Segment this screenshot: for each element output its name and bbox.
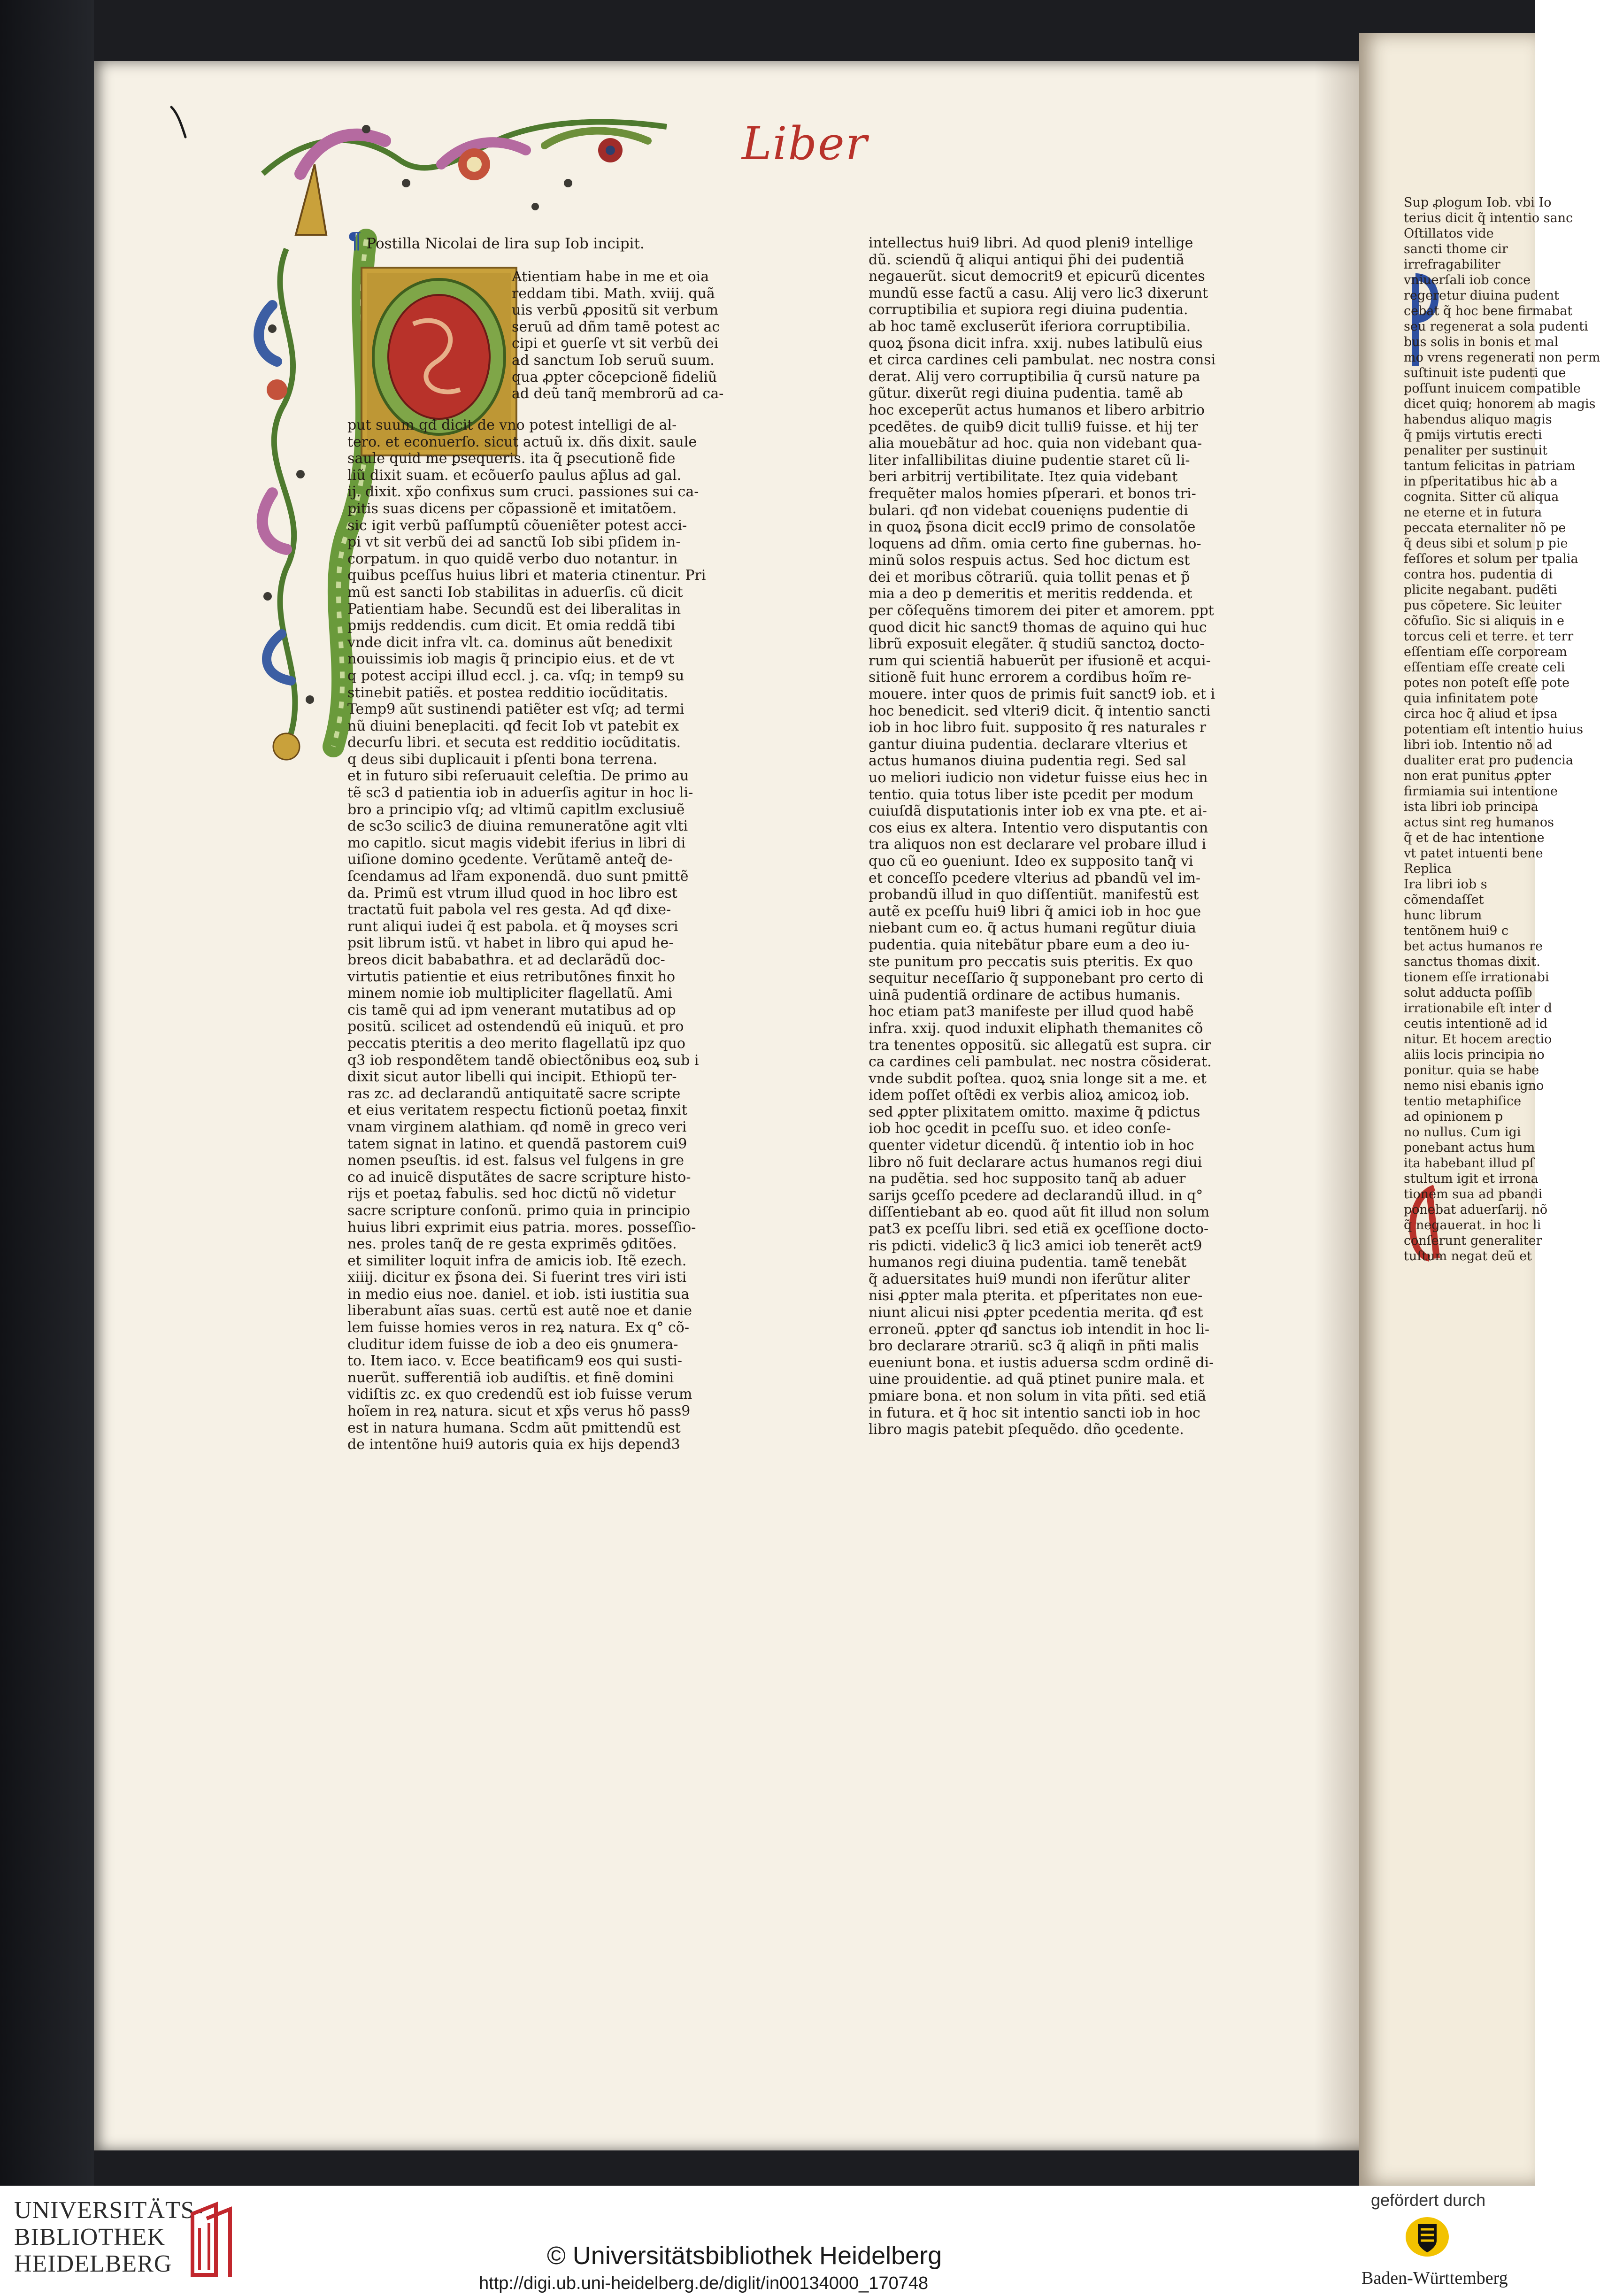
- text-line: sitionẽ fuit hunc errorem a cordibus hoĩm re-: [869, 669, 1192, 686]
- text-line: in medio eius noe. daniel. et iob. isti iustitia sua: [347, 1286, 690, 1302]
- text-line: tẽ sc3 d patientia iob in aduerſis agitur in hoc li-: [347, 785, 693, 801]
- text-line: intellectus hui9 libri. Ad quod pleni9 intellige: [869, 235, 1193, 251]
- text-line: tatem signat in latino. et quendã pastorem cui9: [347, 1135, 687, 1152]
- text-column-1: [347, 417, 775, 1453]
- text-line: quia infinitatem pote: [1404, 691, 1538, 706]
- text-line: sancti thome cir: [1404, 242, 1508, 256]
- text-line: uinã pudentiã ordinare de actibus humanis.: [869, 986, 1181, 1003]
- text-line: librũ exposuit elegãter. q̃ studiũ sanctoꝝ docto-: [869, 636, 1205, 653]
- text-line: sacre scripture conſonũ. primo quia in principio: [347, 1202, 691, 1219]
- text-line: tractatũ fuit pabola vel res gesta. Ad qđ dixe-: [347, 901, 671, 918]
- text-line: corruptibilia et supiora regi diuina pudentia.: [869, 301, 1188, 318]
- text-line: pat3 ex pceſſu libri. sed etiã ex ꝯceſſione docto-: [869, 1221, 1209, 1238]
- column1-indented-block: [512, 269, 775, 402]
- text-line: cognita. Sitter cũ aliqua: [1404, 490, 1559, 504]
- text-line: dũ. sciendũ q̃ aliqui antiqui p̃hi dei pudentiã: [869, 251, 1185, 268]
- text-line: alia mouebãtur ad hoc. quia non videbant qua-: [869, 435, 1202, 452]
- text-line: ista libri iob principa: [1404, 800, 1538, 814]
- text-line: in futura. et q̃ hoc sit intentio sancti iob in hoc: [869, 1404, 1200, 1421]
- text-line: idem poſſet oſtẽdi ex verbis alioꝝ amicoꝝ iob.: [869, 1087, 1190, 1104]
- text-line: bro a principio vſq; ad vltimũ capitlm exclusiuẽ: [347, 801, 685, 818]
- text-line: no nullus. Cum igi: [1404, 1125, 1521, 1140]
- text-line: mo capitlo. sicut magis videbit iferius in libri di: [347, 834, 686, 851]
- text-line: peccatis pteritis a deo merito flagellatũ ipz quo: [347, 1035, 685, 1052]
- text-line: hunc librum: [1404, 908, 1482, 923]
- text-line: eſſentiam eſſe corpoream: [1404, 645, 1568, 659]
- text-line: cipi et ꝯuerſe vt sit verbũ dei: [512, 335, 719, 352]
- text-line: libro magis patebit pſequẽdo. dño ꝯcedente.: [869, 1421, 1184, 1438]
- text-line: hoc etiam pat3 manifeste per illud quod habẽ: [869, 1003, 1194, 1020]
- text-line: eueniunt bona. et iustis aduersa scdm ordinẽ di-: [869, 1354, 1214, 1371]
- text-line: vnde dicit infra vlt. ca. dominus aũt benedixit: [347, 634, 672, 651]
- text-line: et eius veritatem respectu fictionũ poetaꝝ finxit: [347, 1102, 687, 1119]
- text-line: bet actus humanos re: [1404, 939, 1543, 954]
- text-line: stinebit patiẽs. et postea redditio iocũditatis.: [347, 684, 669, 701]
- text-line: sanctus thomas dixit.: [1404, 955, 1540, 969]
- text-line: ponebat aduerſarij. nõ: [1404, 1202, 1548, 1217]
- text-line: penaliter per sustinuit: [1404, 443, 1547, 458]
- text-line: ad opinionem p: [1404, 1109, 1503, 1124]
- running-head: Liber: [742, 117, 868, 170]
- text-line: vniuerſali iob conce: [1404, 273, 1531, 287]
- text-line: quo cũ eo ꝯueniunt. Ideo ex supposito tanq̃ vi: [869, 853, 1193, 870]
- column1-heading: [347, 228, 645, 254]
- text-line: ab hoc tamẽ excluserũt iferiora corruptibilia.: [869, 318, 1191, 335]
- text-line: pus cõpetere. Sic leuiter: [1404, 598, 1562, 613]
- text-line: q̃ deus sibi et solum p pie: [1404, 536, 1568, 551]
- text-line: tero. et econuerſo. sicut actuũ ix. dñs dixit. saule: [347, 433, 697, 450]
- text-line: bulari. qđ non videbat couenięns pudentie di: [869, 502, 1188, 519]
- text-line: libro nõ fuit declarare actus humanos regi diui: [869, 1154, 1202, 1171]
- text-line: loquens ad dñm. omia certo fine gubernas. ho-: [869, 535, 1201, 552]
- text-line: ſcendamus ad lr̃am exponendã. duo sunt pmittẽ: [347, 868, 689, 885]
- text-line: seruũ ad dñm tamẽ potest ac: [512, 318, 720, 335]
- text-line: ras zc. ad declarandũ antiquitatẽ sacre scripte: [347, 1085, 681, 1102]
- text-line: cebat q̃ hoc bene firmabat: [1404, 304, 1573, 318]
- text-line: autẽ ex pceſſu hui9 libri q̃ amici iob in hoc ꝯue: [869, 903, 1201, 920]
- text-line: pi vt sit verbũ dei ad sanctũ Iob sibi pſidem in-: [347, 534, 681, 551]
- text-line: breos dicit bababathra. et ad declarãdũ doc-: [347, 952, 665, 968]
- left-margin-shadow: [0, 0, 94, 2186]
- text-line: est in natura humana. Scdm aũt pmittendũ est: [347, 1419, 681, 1436]
- text-line: rum qui scientiã habuerũt per ifusionẽ et acqui-: [869, 652, 1211, 669]
- text-line: quod dicit hic sanct9 thomas de aquino qui huc: [869, 619, 1207, 636]
- text-line: firmiamia sui intentione: [1404, 784, 1558, 799]
- text-line: ste punitum pro peccatis suis pteritis. Ex quo: [869, 953, 1193, 970]
- text-line: habendus aliquo magis: [1404, 412, 1552, 427]
- text-line: niebant cum eo. q̃ actus humani regũtur diuia: [869, 920, 1196, 937]
- text-line: mundũ esse factũ a casu. Alij vero lic3 dixerunt: [869, 285, 1208, 301]
- text-line: q̃ aduersitates hui9 mundi non iferũtur aliter: [869, 1271, 1190, 1287]
- text-line: vt patet intuenti bene: [1404, 846, 1543, 861]
- column1-heading-text: Postilla Nicolai de lira sup Iob incipit.: [366, 235, 645, 252]
- text-line: peccata eternaliter nõ pe: [1404, 521, 1566, 535]
- text-line: cuiuſdã disputationis inter iob ex vna pte. et ai-: [869, 803, 1207, 820]
- text-line: vnam virginem alathiam. qđ nomẽ in greco veri: [347, 1118, 687, 1135]
- text-line: cis tamẽ qui ad ipm venerant mutatibus ad op: [347, 1002, 676, 1018]
- text-line: sed ꝓpter plixitatem omitto. maxime q̃ pdictus: [869, 1103, 1200, 1120]
- text-line: pmijs reddendis. cum dicit. Et omia reddã tibi: [347, 617, 676, 634]
- text-line: irrefragabiliter: [1404, 257, 1500, 272]
- text-line: ita habebant illud pſ: [1404, 1156, 1534, 1171]
- text-line: in pſperitatibus hic ab a: [1404, 474, 1558, 489]
- text-line: seu regenerat a sola pudenti: [1404, 319, 1588, 334]
- text-line: gũtur. dixerũt regi diuina pudentia. tamẽ ab: [869, 385, 1183, 402]
- text-line: beri arbitrij vertibilitate. Itez quia videbant: [869, 469, 1178, 485]
- text-line: sic igit verbũ paſſumptũ cõueniẽter potest acci-: [347, 517, 687, 534]
- text-line: tentõnem hui9 c: [1404, 924, 1509, 938]
- text-line: et circa cardines celi pambulat. nec nostra consi: [869, 352, 1216, 369]
- text-line: tra aliquos non est declarare vel probare illud i: [869, 836, 1207, 853]
- text-line: Replica: [1404, 862, 1452, 876]
- text-line: put suum qđ dicit de vno potest intelligi de al-: [347, 417, 677, 433]
- text-line: decurſu libri. et secuta est redditio iocũditatis.: [347, 734, 681, 751]
- institution-line-3: HEIDELBERG: [14, 2250, 172, 2277]
- text-line: non erat punitus ꝓpter: [1404, 769, 1551, 783]
- text-line: pitis suas dicens per cõpassionẽ et imitatõem.: [347, 500, 677, 517]
- baden-wuerttemberg-emblem-icon[interactable]: [1404, 2212, 1451, 2259]
- text-line: pudentia. quia nitebãtur pbare eum a deo iu-: [869, 936, 1190, 953]
- text-line: cõfuſio. Sic si aliquis in e: [1404, 614, 1564, 628]
- text-line: uine prouidentie. ad quã ptinet punire mala. et: [869, 1371, 1204, 1388]
- text-line: vnde subdit poſtea. quoꝝ snia longe sit a me. et: [869, 1070, 1207, 1087]
- text-line: tuſtum negat deũ et: [1404, 1249, 1532, 1264]
- ub-heidelberg-logo-icon[interactable]: [188, 2200, 239, 2280]
- text-line: ris pdicti. videlic3 q̃ lic3 amici iob tenerẽt act9: [869, 1237, 1202, 1254]
- text-line: ij. dixit. xp̃o confixus sum cruci. passiones sui ca-: [347, 484, 699, 501]
- text-line: potentiam eſt intentio huius: [1404, 722, 1584, 737]
- text-line: Patientiam habe. Secundũ est dei liberalitas in: [347, 601, 681, 617]
- pencil-mark: [167, 103, 195, 141]
- text-line: mouere. inter quos de primis fuit sanct9 iob. et i: [869, 686, 1215, 703]
- text-line: minem nomie iob multipliciter flagellatũ. Ami: [347, 985, 672, 1002]
- text-line: actus sint reg humanos: [1404, 815, 1554, 830]
- text-line: tionem sua ad pbandi: [1404, 1187, 1543, 1202]
- text-line: frequẽter malos homies pſperari. et bonos tri-: [869, 485, 1196, 502]
- text-line: de intentõne hui9 autoris quia ex hijs depend3: [347, 1436, 680, 1453]
- text-line: eſſentiam eſſe create celi: [1404, 660, 1565, 675]
- text-line: q̃ pmijs virtutis erecti: [1404, 428, 1542, 442]
- text-line: vidiſtis zc. ex quo credendũ est iob fuisse verum: [347, 1386, 692, 1403]
- text-line: plicite negabant. pudẽti: [1404, 583, 1557, 597]
- text-line: torcus celi et terre. et terr: [1404, 629, 1574, 644]
- text-line: hoc benedicit. sed vlteri9 dicit. q̃ intentio sancti: [869, 702, 1211, 719]
- text-line: feſſores et solum per tpalia: [1404, 552, 1578, 566]
- text-line: solut adducta poſſib: [1404, 986, 1532, 1000]
- text-line: co ad inuicẽ disputãtes de sacre scripture histo-: [347, 1169, 691, 1186]
- funder-name: Baden-Württemberg: [1362, 2268, 1508, 2288]
- text-line: humanos regi diuina pudentia. tamẽ tenebãt: [869, 1254, 1187, 1271]
- text-line: dixit sicut autor libelli qui incipit. Ethiopũ ter-: [347, 1069, 677, 1086]
- text-line: infra. xxij. quod induxit eliphath themanites cõ: [869, 1020, 1203, 1037]
- text-line: iob in hoc libro fuit. supposito q̃ res naturales r: [869, 719, 1207, 736]
- text-line: psit librum istũ. vt habet in libro qui apud he-: [347, 935, 674, 952]
- text-line: quibus pceſſus huius libri et materia ctinentur. Pri: [347, 567, 706, 584]
- text-line: q3 iob respondẽtem tandẽ obiectõnibus eoꝝ sub i: [347, 1052, 699, 1069]
- text-line: ca cardines celi pambulat. nec nostra cõsiderat.: [869, 1054, 1212, 1071]
- text-line: gantur diuina pudentia. declarare vlterius et: [869, 736, 1187, 753]
- text-line: ad deũ tanq̃ membrorũ ad ca-: [512, 385, 724, 402]
- text-line: hoĩem in reꝝ natura. sicut et xp̃s verus hõ pass9: [347, 1403, 691, 1420]
- text-line: to. Item iaco. v. Ecce beatificam9 eos qui susti-: [347, 1353, 683, 1370]
- text-line: tentio metaphiſice: [1404, 1094, 1522, 1109]
- text-line: mia a deo p demeritis et meritis reddenda. et: [869, 586, 1192, 602]
- text-line: dicet quiq; honorem ab magis: [1404, 397, 1596, 411]
- text-line: hoc exceperũt actus humanos et libero arbitrio: [869, 401, 1205, 418]
- text-line: q potest accipi illud eccl. j. ca. vſq; in temp9 su: [347, 667, 685, 684]
- text-line: nes. proles tanq̃ de re gesta exprimẽs ꝯditões.: [347, 1236, 677, 1253]
- text-line: q̃ negauerat. in hoc li: [1404, 1218, 1541, 1233]
- text-line: q̃ et de hac intentione: [1404, 831, 1545, 845]
- text-line: na pudẽtia. sed hoc supposito tanq̃ ab aduer: [869, 1171, 1186, 1187]
- text-line: da. Primũ est vtrum illud quod in hoc libro est: [347, 885, 677, 901]
- text-line: mo vrens regenerati non perm: [1404, 350, 1600, 365]
- text-line: quenter videtur dicendũ. q̃ intentio iob in hoc: [869, 1137, 1194, 1154]
- adjacent-page-text: [1404, 195, 1600, 1264]
- funded-by-label: gefördert durch: [1371, 2190, 1486, 2210]
- text-line: et conceſſo pcedere vlterius ad pbandũ vel im-: [869, 870, 1201, 886]
- text-line: potes non poteſt eſſe pote: [1404, 676, 1570, 690]
- permalink-url[interactable]: http://digi.ub.uni-heidelberg.de/diglit/in00134000_170748: [479, 2273, 929, 2293]
- text-line: erroneũ. ꝓpter qđ sanctus iob intendit in hoc li-: [869, 1321, 1210, 1338]
- text-line: nomen pseuſtis. id est. falsus vel fulgens in gre: [347, 1152, 684, 1169]
- text-line: lem fuisse homies veros in reꝝ natura. Ex q° cõ-: [347, 1319, 689, 1336]
- text-line: niunt alicui nisi ꝓpter pcedentia merita. qđ est: [869, 1304, 1203, 1321]
- text-line: huius libri exprimit eius patria. mores. posseſſio-: [347, 1219, 696, 1236]
- text-line: cos eius ex altera. Intentio vero disputantis con: [869, 819, 1208, 836]
- text-line: bus solis in bonis et mal: [1404, 335, 1559, 349]
- text-line: q deus sibi duplicauit i pſenti bona terrena.: [347, 751, 658, 768]
- text-line: suſtinuit iste pudenti que: [1404, 366, 1566, 380]
- text-line: tra tenentes oppositũ. sic allegatũ est supra. cir: [869, 1037, 1211, 1054]
- text-line: quoꝝ p̃sona dicit infra. xxij. nubes latibulũ eius: [869, 335, 1203, 352]
- text-column-2: [869, 235, 1272, 1438]
- text-line: minũ solos respuis actus. Sed hoc dictum est: [869, 552, 1190, 569]
- paragraph-mark-icon: ¶: [347, 228, 362, 254]
- text-line: iob hoc ꝯcedit in pceſſu suo. et ideo conſe-: [869, 1120, 1171, 1137]
- text-line: positũ. scilicet ad ostendendũ eũ iniquũ. et pro: [347, 1018, 684, 1035]
- text-line: ceutis intentionẽ ad id: [1404, 1017, 1548, 1031]
- text-line: corpatum. in quo quidẽ verbo duo notantur. in: [347, 550, 678, 567]
- text-line: liberabunt aĩas suas. certũ est autẽ noe et danie: [347, 1302, 692, 1319]
- text-line: actus humanos diuina pudentia regi. Sed sal: [869, 753, 1186, 770]
- text-line: Atientiam habe in me et oia: [512, 269, 709, 285]
- text-line: ponitur. quia se habe: [1404, 1063, 1539, 1078]
- text-line: liter infallibilitas diuine pudentie staret cũ li-: [869, 452, 1190, 469]
- text-line: tionem eſſe irrationabi: [1404, 970, 1549, 985]
- text-line: xiiij. dicitur ex p̃sona dei. Si fuerint tres viri isti: [347, 1269, 687, 1286]
- text-line: virtutis patientie et eius retributõnes finxit ho: [347, 968, 676, 985]
- text-line: rijs et poetaꝝ fabulis. sed hoc dictũ nõ videtur: [347, 1186, 676, 1202]
- text-line: Temp9 aũt sustinendi patiẽter est vſq; ad termi: [347, 701, 685, 718]
- text-line: ne eterne et in futura: [1404, 505, 1542, 520]
- text-line: Ira libri iob s: [1404, 877, 1487, 892]
- text-line: contra hos. pudentia di: [1404, 567, 1553, 582]
- institution-line-1: UNIVERSITÄTS-: [14, 2197, 203, 2224]
- text-line: tentio. quia totus liber iste pcedit per modum: [869, 786, 1194, 803]
- text-line: in quoꝝ p̃sona dicit eccl9 primo de consolatõe: [869, 519, 1196, 536]
- text-line: nouissimis iob magis q̃ principio eius. et de vt: [347, 651, 675, 668]
- text-line: Oſtillatos vide: [1404, 226, 1494, 241]
- text-line: conſerunt generaliter: [1404, 1233, 1542, 1248]
- text-line: dualiter erat pro pudencia: [1404, 753, 1573, 768]
- text-line: et similiter loquit infra de amicis iob. Itẽ ezech.: [347, 1252, 687, 1269]
- text-line: aliis locis principia no: [1404, 1048, 1545, 1062]
- copyright-notice: © Universitätsbibliothek Heidelberg: [547, 2242, 942, 2270]
- text-line: diſſentiebant ab eo. quod aũt fit illud non solum: [869, 1204, 1210, 1221]
- text-line: ad sanctum Iob seruũ suum.: [512, 352, 715, 369]
- text-line: dei et moribus cõtrariũ. quia tollit penas et p̃: [869, 569, 1190, 586]
- text-line: nitur. Et hocem arectio: [1404, 1032, 1552, 1047]
- text-line: reddam tibi. Math. xviij. quã: [512, 285, 715, 302]
- text-line: nemo nisi ebanis igno: [1404, 1079, 1544, 1093]
- text-line: cluditur idem fuisse de iob a deo eis ꝯnumera-: [347, 1336, 678, 1353]
- text-line: cõmendaſſet: [1404, 893, 1484, 907]
- text-line: nuerũt. sufferentiã iob audiſtis. et finẽ domini: [347, 1369, 674, 1386]
- text-line: circa hoc q̃ aliud et ipsa: [1404, 707, 1558, 721]
- institution-line-2: BIBLIOTHEK: [14, 2224, 165, 2250]
- text-line: poſſunt inuicem compatible: [1404, 381, 1581, 396]
- text-line: derat. Alij vero corruptibilia q̃ cursũ nature pa: [869, 368, 1200, 385]
- text-line: saule quid me ꝑsequeris. ita q̃ ꝑsecutionẽ fide: [347, 450, 676, 467]
- text-line: terius dicit q̃ intentio sanc: [1404, 211, 1573, 225]
- text-line: tantum felicitas in patriam: [1404, 459, 1576, 473]
- text-line: liũ dixit suam. et ecõuerſo paulus ap̃lus ad gal.: [347, 467, 682, 484]
- text-line: mũ est sancti Iob stabilitas in aduerſis. cũ dicit: [347, 584, 683, 601]
- text-line: pcedẽtes. de quib9 dicit tulli9 fuisse. et hij ter: [869, 418, 1198, 435]
- text-line: nũ diuini beneplaciti. qđ fecit Iob vt patebit ex: [347, 717, 679, 734]
- text-line: stultum igit et irrona: [1404, 1171, 1538, 1186]
- text-line: runt aliqui iudei q̃ est pabola. et q̃ moyses scri: [347, 918, 678, 935]
- text-line: sequitur neceſſario q̃ supponebant pro certo di: [869, 970, 1204, 987]
- text-line: qua ꝓpter cõcepcionẽ fideliũ: [512, 369, 717, 385]
- text-line: pmiare bona. et non solum in vita pñti. sed etiã: [869, 1387, 1207, 1404]
- text-line: Sup ꝓlogum Iob. vbi Io: [1404, 195, 1552, 210]
- text-line: regeretur diuina pudent: [1404, 288, 1559, 303]
- text-line: uis verbũ ꝓpositũ sit verbum: [512, 302, 718, 319]
- text-line: per cõſequẽns timorem dei piter et amorem. ppt: [869, 602, 1214, 619]
- text-line: bro declarare ɔtrariũ. sc3 q̃ aliqñ in pñti malis: [869, 1338, 1199, 1355]
- text-line: uiſione domino ꝯcedente. Verũtamẽ anteq̃ de-: [347, 851, 673, 868]
- text-line: nisi ꝓpter mala pterita. et pſperitates non eue-: [869, 1287, 1203, 1304]
- text-line: et in futuro sibi reſeruauit celeſtia. De primo au: [347, 768, 689, 785]
- text-line: sarijs ꝯceſſo pcedere ad declarandũ illud. in q°: [869, 1187, 1203, 1204]
- text-line: uo meliori iudicio non videtur fuisse eius hec in: [869, 770, 1208, 786]
- text-line: negauerũt. sicut democrit9 et epicurũ dicentes: [869, 268, 1205, 285]
- text-line: probandũ illud in quo diſſentiũt. manifestũ est: [869, 886, 1199, 903]
- text-line: libri iob. Intentio nõ ad: [1404, 738, 1553, 752]
- text-line: ponebant actus hum: [1404, 1140, 1535, 1155]
- text-line: irrationabile eſt inter d: [1404, 1001, 1552, 1016]
- text-line: de sc3o scilic3 de diuina remuneratõne agit vlti: [347, 818, 688, 835]
